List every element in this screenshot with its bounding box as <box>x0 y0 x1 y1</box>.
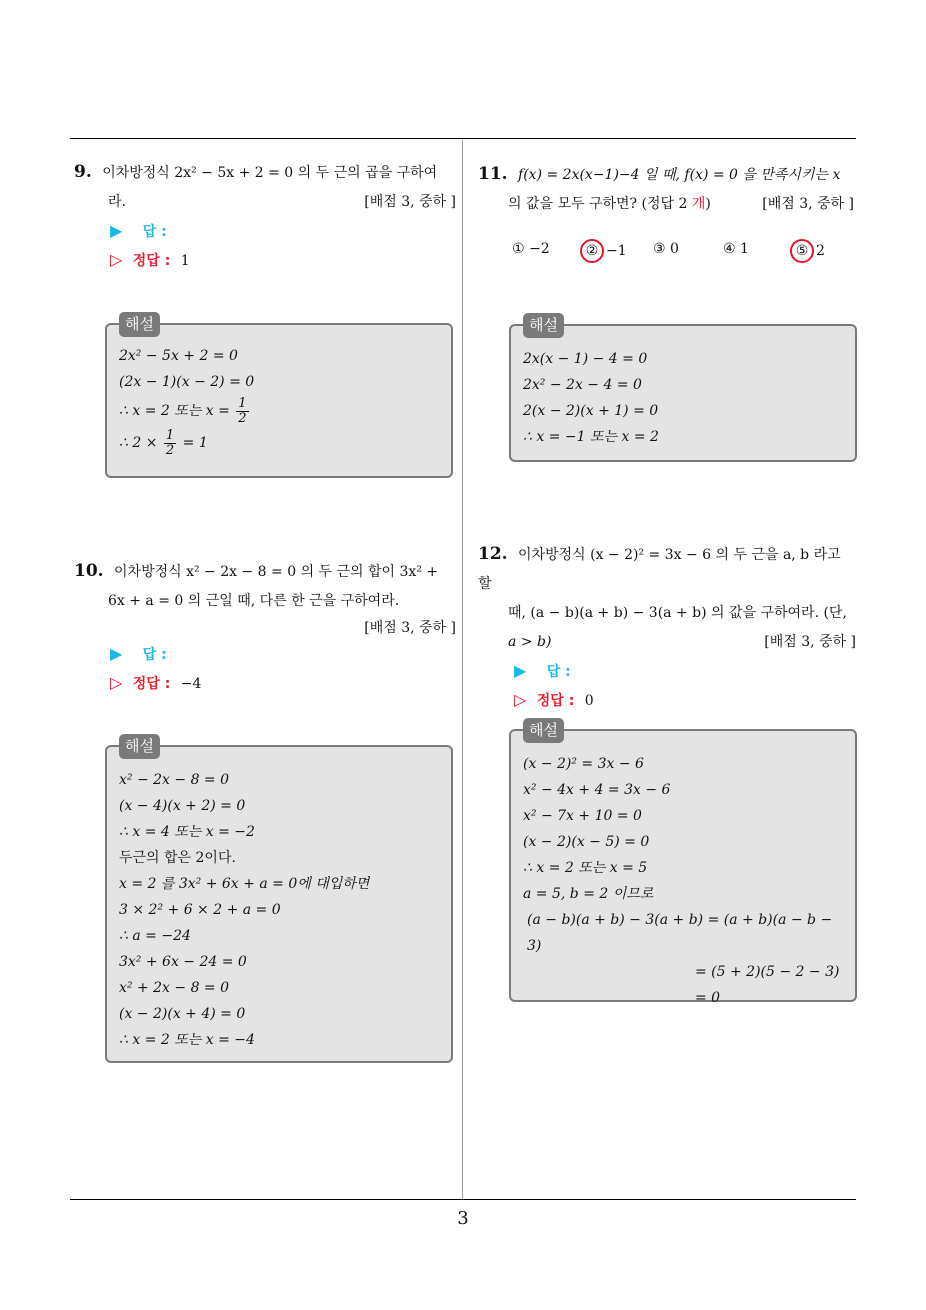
correct-answer-line <box>514 686 858 715</box>
correct-answer-value: −4 <box>180 676 202 692</box>
solution-box-11 <box>509 316 857 462</box>
question-text: f(x) = 2x(x−1)−4 일 때, f(x) = 0 을 만족시키는 x <box>518 167 841 183</box>
outline-triangle-icon: ▷ <box>110 250 123 269</box>
solution-line: x = 2 를 3x² + 6x + a = 0에 대입하면 <box>119 876 370 892</box>
question-meta: [배점 3, 중하 ] <box>764 634 856 650</box>
question-meta: [배점 3, 중하 ] <box>364 194 456 210</box>
solution-line: ∴ x = 2 또는 x = −4 <box>119 1032 255 1048</box>
solution-line: 2x(x − 1) − 4 = 0 <box>523 351 648 367</box>
question-meta: [배점 3, 중하 ] <box>762 196 854 212</box>
solution-line: ∴ x = 2 또는 x = $\frac{1}{2}$ <box>119 395 247 426</box>
question-10 <box>74 557 456 698</box>
solution-line: = (5 + 2)(5 − 2 − 3) <box>695 964 840 980</box>
correct-label: 정답 : <box>132 253 171 269</box>
question-text: 이차방정식 (x − 2)² = 3x − 6 의 두 근을 a, b 라고 할 <box>478 547 841 592</box>
solution-line: (x − 2)(x + 4) = 0 <box>119 1006 246 1022</box>
choice-3: ③ 0 <box>653 241 679 257</box>
play-triangle-icon: ▶ <box>514 661 527 680</box>
correct-answer-line <box>110 669 456 698</box>
selected-mark: ⑤ <box>790 239 814 263</box>
question-number: 11. <box>478 164 508 184</box>
question-number: 10. <box>74 561 104 581</box>
question-text: 때, (a − b)(a + b) − 3(a + b) 의 값을 구하여라. (단, <box>508 605 847 621</box>
solution-line: 2(x − 2)(x + 1) = 0 <box>523 403 659 419</box>
solution-line: 2x² − 2x − 4 = 0 <box>523 377 642 393</box>
answer-line <box>514 657 858 686</box>
answer-line <box>110 217 456 246</box>
page-number: 3 <box>457 1208 469 1229</box>
solution-line: ∴ a = −24 <box>119 928 191 944</box>
column-divider <box>462 140 463 1199</box>
solution-box-9 <box>105 315 453 478</box>
answer-line <box>110 640 456 669</box>
solution-line: (2x − 1)(x − 2) = 0 <box>119 374 255 390</box>
solution-line: x² + 2x − 8 = 0 <box>119 980 230 996</box>
solution-label: 해설 <box>523 718 564 743</box>
correct-answer-line <box>110 246 456 275</box>
solution-line: x² − 4x + 4 = 3x − 6 <box>523 782 671 798</box>
correct-label: 정답 : <box>536 693 575 709</box>
outline-triangle-icon: ▷ <box>110 673 123 692</box>
correct-answer-value: 1 <box>180 253 190 269</box>
solution-line: 2x² − 5x + 2 = 0 <box>119 348 238 364</box>
solution-line: ∴ 2 × $\frac{1}{2}$ = 1 <box>119 427 208 458</box>
play-triangle-icon: ▶ <box>110 644 123 663</box>
solution-line: = 0 <box>695 990 721 1006</box>
selected-mark: ② <box>580 239 604 263</box>
choice-1: ① −2 <box>512 241 550 257</box>
solution-line: ∴ x = 4 또는 x = −2 <box>119 824 255 840</box>
question-number: 9. <box>74 162 92 182</box>
outline-triangle-icon: ▷ <box>514 690 527 709</box>
solution-line: (x − 2)² = 3x − 6 <box>523 756 644 772</box>
solution-line: ∴ x = 2 또는 x = 5 <box>523 860 648 876</box>
play-triangle-icon: ▶ <box>110 221 123 240</box>
question-number: 12. <box>478 544 508 564</box>
question-text: 의 값을 모두 구하면? (정답 2 <box>508 196 692 212</box>
bottom-rule <box>70 1199 856 1200</box>
solution-label: 해설 <box>119 312 160 337</box>
solution-box-12 <box>509 721 857 1006</box>
solution-line: 두근의 합은 2이다. <box>119 850 236 866</box>
fraction: $\frac{1}{2}$ <box>165 427 175 458</box>
correct-answer-value: 0 <box>584 693 594 709</box>
fraction: $\frac{1}{2}$ <box>238 395 247 426</box>
solution-line: ∴ x = −1 또는 x = 2 <box>523 429 659 445</box>
solution-label: 해설 <box>523 313 564 338</box>
question-text: 이차방정식 x² − 2x − 8 = 0 의 두 근의 합이 3x² + <box>114 564 439 580</box>
solution-line: x² − 7x + 10 = 0 <box>523 808 642 824</box>
answer-label: 답 : <box>546 664 571 680</box>
solution-line: x² − 2x − 8 = 0 <box>119 772 230 788</box>
choice-5: ⑤ 2 <box>790 239 825 263</box>
question-text: 라. <box>108 194 126 210</box>
correct-label: 정답 : <box>132 676 171 692</box>
solution-line: (a − b)(a + b) − 3(a + b) = (a + b)(a − b − 3) <box>527 912 833 954</box>
question-text: a > b) <box>508 634 552 650</box>
choice-2: ② −1 <box>580 239 627 263</box>
question-meta: [배점 3, 중하 ] <box>364 620 456 636</box>
choice-4: ④ 1 <box>723 241 749 257</box>
solution-line: (x − 4)(x + 2) = 0 <box>119 798 246 814</box>
count-word: 개 <box>691 196 706 212</box>
solution-line: (x − 2)(x − 5) = 0 <box>523 834 650 850</box>
answer-label: 답 : <box>142 647 167 663</box>
answer-label: 답 : <box>142 224 167 240</box>
question-text: 6x + a = 0 의 근일 때, 다른 한 근을 구하여라. <box>108 593 400 609</box>
solution-line: 3 × 2² + 6 × 2 + a = 0 <box>119 902 281 918</box>
question-12 <box>478 540 858 715</box>
question-11: 11. f(x) = 2x(x−1)−4 일 때, f(x) = 0 을 만족시키는 x 의 값을 모두 구하면? (정답 2 개) [배점 3, 중하 ] <box>478 160 858 219</box>
answer-choices <box>512 241 852 265</box>
solution-label: 해설 <box>119 734 160 759</box>
question-9 <box>74 158 456 275</box>
solution-line: a = 5, b = 2 이므로 <box>523 886 654 902</box>
question-text: 이차방정식 2x² − 5x + 2 = 0 의 두 근의 곱을 구하여 <box>102 165 438 181</box>
solution-box-10 <box>105 737 453 1063</box>
top-rule <box>70 138 856 139</box>
solution-line: 3x² + 6x − 24 = 0 <box>119 954 247 970</box>
